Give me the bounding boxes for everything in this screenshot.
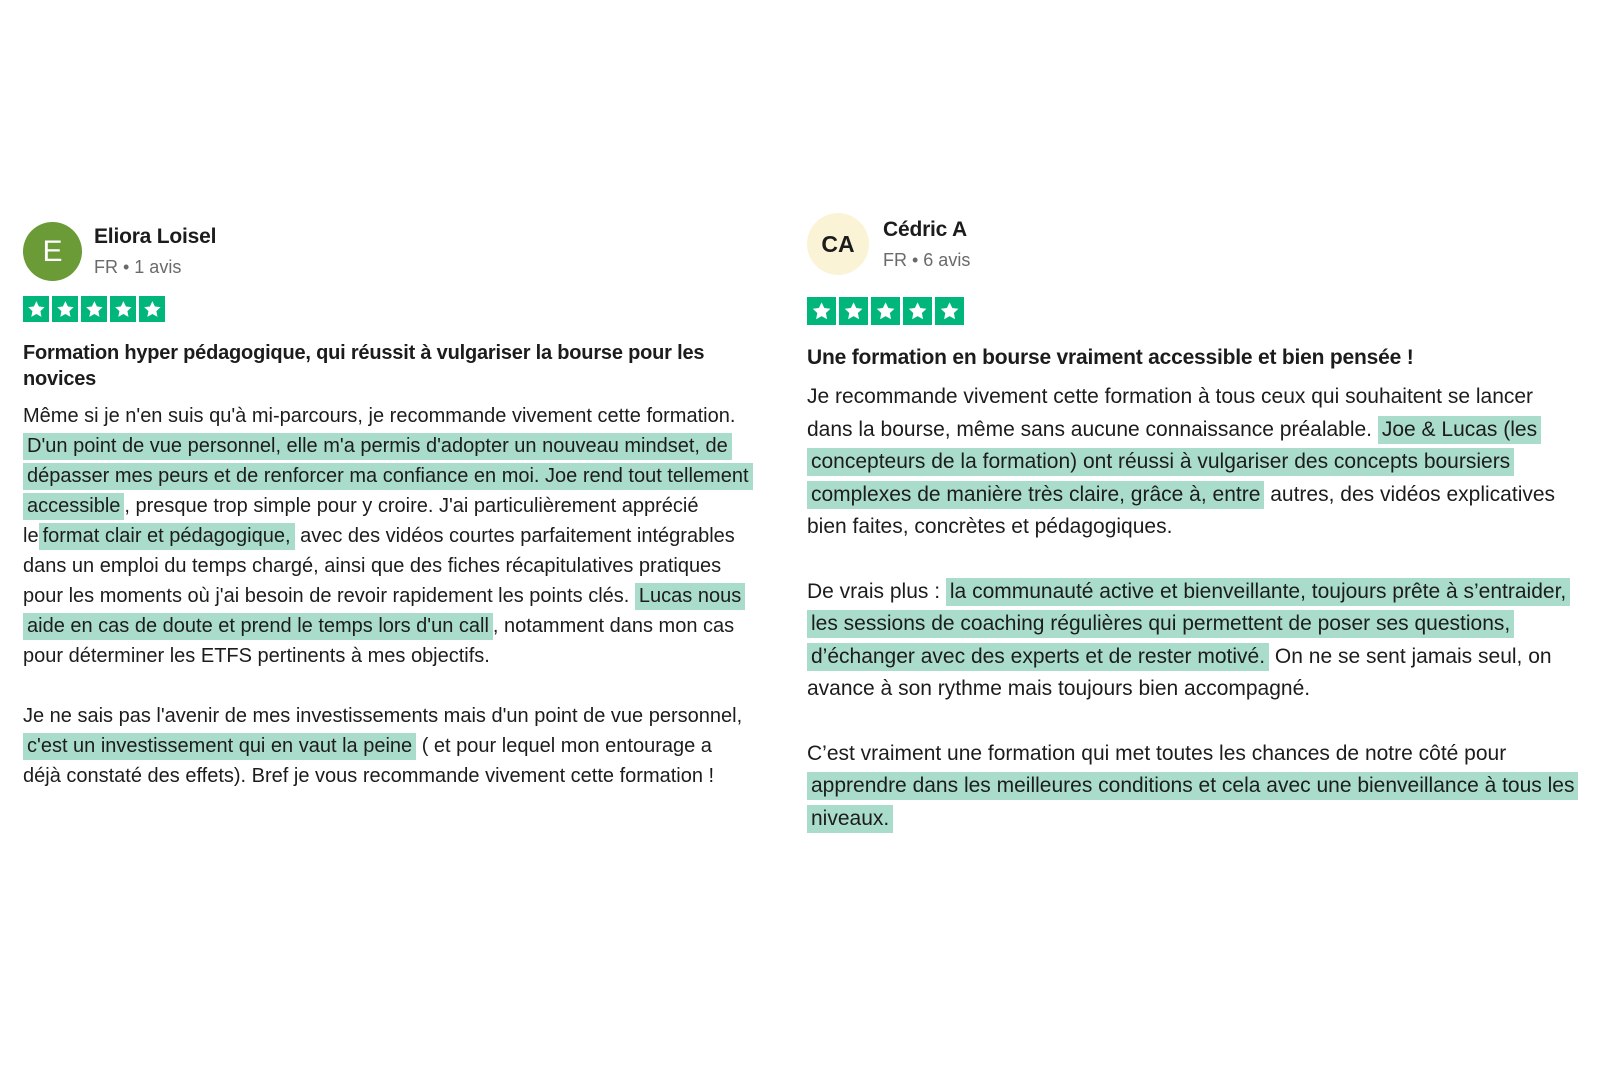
review-paragraph: [807, 738, 1577, 836]
highlighted-text: c'est un investissement qui en vaut la peine: [23, 733, 416, 760]
star-icon: [871, 297, 900, 325]
author-name[interactable]: Eliora Loisel: [94, 225, 217, 248]
review-author: [807, 213, 1577, 275]
review-card: [23, 222, 753, 791]
author-name[interactable]: Cédric A: [883, 217, 967, 241]
star-icon: [52, 296, 78, 322]
review-paragraph: [807, 576, 1577, 706]
highlighted-text: Joe & Lucas (les concepteurs de la formation) ont réussi à vulgariser des concepts boursiers complexes de manière très claire, grâce à, entre: [807, 416, 1541, 509]
star-rating: [807, 297, 1577, 325]
review-text: Même si je n'en suis qu'à mi-parcours, je recommande vivement cette formation.: [23, 405, 736, 427]
review-paragraph: [807, 381, 1577, 544]
star-icon: [935, 297, 964, 325]
highlighted-text: Lucas nous aide en cas de doute et prend le temps lors d'un call: [23, 583, 745, 640]
highlighted-text: apprendre dans les meilleures conditions et cela avec une bienveillance à tous les niveaux.: [807, 772, 1578, 833]
review-text: ( et pour lequel mon entourage a déjà constaté des effets). Bref je vous recommande vivement cette formation !: [23, 735, 715, 787]
review-title: Formation hyper pédagogique, qui réussit à vulgariser la bourse pour les novices: [23, 342, 705, 390]
star-icon: [81, 296, 107, 322]
star-rating: [23, 296, 753, 322]
review-text: autres, des vidéos explicatives bien faites, concrètes et pédagogiques.: [807, 482, 1556, 538]
review-text: De vrais plus :: [807, 579, 946, 603]
review-text: Je recommande vivement cette formation à tous ceux qui souhaitent se lancer dans la bourse, même sans aucune connaissance préalable.: [807, 385, 1534, 441]
highlighted-text: format clair et pédagogique,: [39, 523, 295, 550]
review-author: [23, 222, 753, 281]
review-text: C’est vraiment une formation qui met toutes les chances de notre côté pour: [807, 741, 1507, 765]
review-text: , notamment dans mon cas pour déterminer les ETFS pertinents à mes objectifs.: [23, 615, 735, 667]
avatar[interactable]: E: [23, 222, 82, 281]
review-paragraph: [23, 701, 753, 791]
highlighted-text: la communauté active et bienveillante, toujours prête à s’entraider, les sessions de coaching régulières qui permettent de poser ses questions, d’échanger avec des experts et de rester motivé.: [807, 578, 1570, 671]
highlighted-text: D'un point de vue personnel, elle m'a permis d'adopter un nouveau mindset, de dépasser mes peurs et de renforcer ma confiance en moi. Joe rend tout tellement accessible: [23, 433, 753, 520]
review-text: Je ne sais pas l'avenir de mes investissements mais d'un point de vue personnel,: [23, 705, 743, 727]
review-text: avec des vidéos courtes parfaitement intégrables dans un emploi du temps chargé, ainsi que des fiches récapitulatives pratiques pour les moments où j'ai besoin de revoir rapidement les points clés.: [23, 525, 735, 607]
review-body: [807, 381, 1577, 835]
star-icon: [903, 297, 932, 325]
review-body: [23, 401, 753, 791]
star-icon: [807, 297, 836, 325]
star-icon: [23, 296, 49, 322]
review-card: [807, 213, 1577, 835]
author-meta: FR • 1 avis: [94, 257, 182, 277]
review-text: , presque trop simple pour y croire. J'ai particulièrement apprécié le: [23, 495, 699, 547]
review-title: Une formation en bourse vraiment accessible et bien pensée !: [807, 346, 1414, 369]
author-meta: FR • 6 avis: [883, 249, 971, 270]
review-text: On ne se sent jamais seul, on avance à son rythme mais toujours bien accompagné.: [807, 644, 1552, 700]
avatar[interactable]: CA: [807, 213, 869, 275]
star-icon: [839, 297, 868, 325]
star-icon: [110, 296, 136, 322]
review-paragraph: [23, 401, 753, 671]
star-icon: [139, 296, 165, 322]
